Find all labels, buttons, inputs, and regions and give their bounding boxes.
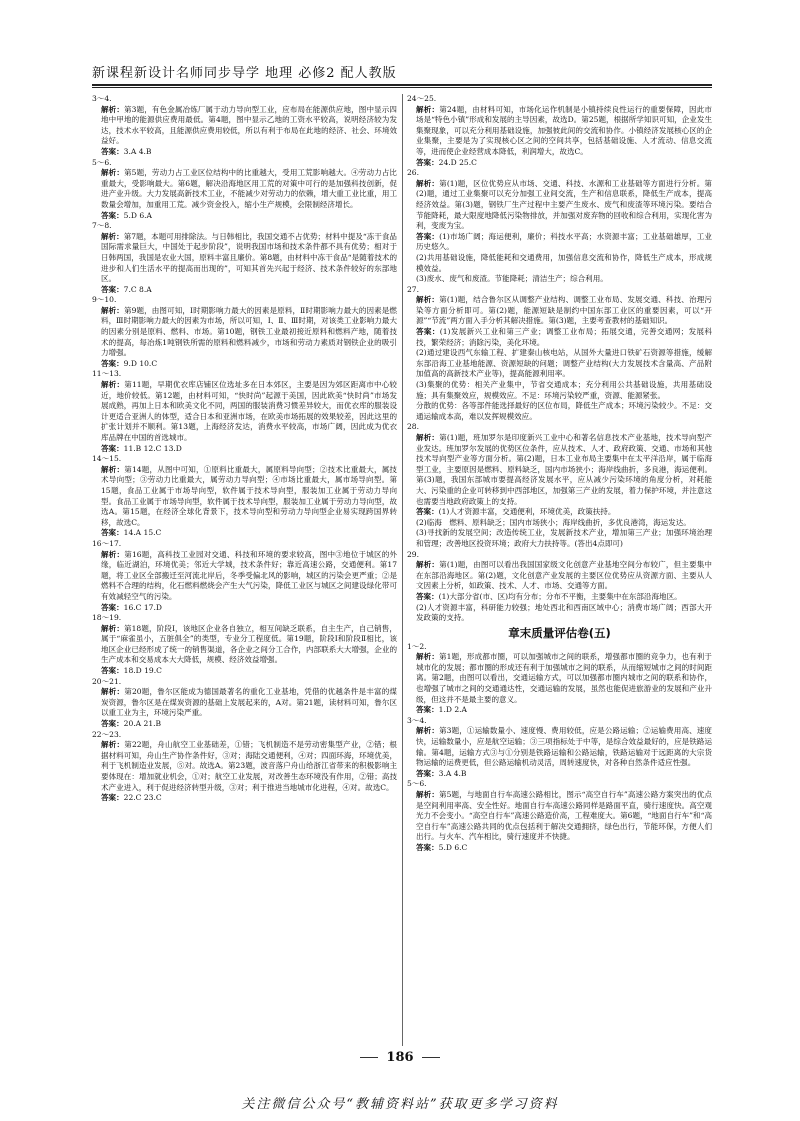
label-colon: ： bbox=[431, 295, 440, 305]
answer-item bbox=[407, 285, 712, 423]
question-number: 3～4. bbox=[92, 94, 112, 103]
paragraph-text: 第(1)题，结合鲁尔区从调整产业结构、调整工业布局、发展交通、科技、治理污染等方面分析即可。第(2)题，能源短缺是制约中国东部工业区的重要因素，可以“开源”“节流”两方面入手分析其解决措施。第(3)题，主要考查教材的基础知识。 bbox=[416, 295, 712, 326]
label-colon: ： bbox=[431, 178, 440, 188]
label-colon: ： bbox=[116, 146, 124, 156]
paragraph-label: 解析 bbox=[101, 687, 117, 697]
paragraph-text: 第20题，鲁尔区能成为德国最著名的重化工业基地，凭借的优越条件是丰富的煤炭资源，鲁尔区是在煤炭资源的基础上发展起来的，A对。第21题，读材料可知，鲁尔区以重工业为主，环境污染严重。 bbox=[101, 687, 397, 718]
answer-paragraph bbox=[92, 359, 397, 370]
label-colon: ： bbox=[431, 157, 439, 167]
paragraph-text: 第14题，从图中可知，①原料比重最大，属原料导向型；②技术比重最大，属技术导向型；③劳动力比重最大，属劳动力导向型；④市场比重最大，属市场导向型。第15题，食品工业属于市场导向型，软件属于技术导向型，服装加工业属于劳动力导向型。食品工业属于市场导向型，软件属于技术导向型，服装加工业属于劳动力导向型，故选A。第15题，在经济全球化背景下，技术导向型和劳动力导向型企业易实现跨国界转移，故选C。 bbox=[101, 464, 397, 527]
paragraph-label: 答案 bbox=[416, 231, 432, 241]
paragraph-text: 第5题，劳动力占工业区位结构中的比重越大，受用工荒影响越大。④劳动力占比重最大，受影响最大。第6题，解决沿海地区用工荒的对策中可行的是加强科技创新，促进产业升级。大力发展高新技术工业，不能减少对劳动力的依赖，增大重工业比重，用工数量会增加，加重用工荒。减少资金投入，缩小生产规模，会限制经济增长。 bbox=[101, 168, 397, 209]
label-colon: ： bbox=[431, 231, 440, 241]
answer-paragraph bbox=[92, 211, 397, 222]
label-colon: ： bbox=[431, 842, 439, 852]
question-number: 22～23. bbox=[92, 729, 122, 739]
label-colon: ： bbox=[116, 623, 124, 633]
paragraph-label: 解析 bbox=[101, 305, 117, 315]
answer-item bbox=[407, 716, 712, 780]
question-number: 5～6. bbox=[407, 779, 427, 789]
label-colon: ： bbox=[116, 464, 125, 474]
label-colon: ： bbox=[431, 768, 439, 778]
answer-paragraph bbox=[407, 380, 712, 401]
answer-paragraph bbox=[407, 769, 712, 780]
right-column bbox=[407, 94, 712, 1042]
question-number: 18～19. bbox=[92, 613, 122, 623]
section-title: 章末质量评估卷(五) bbox=[508, 625, 611, 640]
paragraph-text: 第3题，①运输数量小、速度慢、费用较低，应是公路运输；②运输费用高、速度快，运输数量小，应是航空运输；③三项指标处于中等，是综合效益最好的，应是铁路运输。第4题，运输方式③与①分别是铁路运输和公路运输，铁路运输对于远距离的大宗货物运输的运费更低，但公路运输机动灵活，周转速度快，对各种自然条件适应性强。 bbox=[416, 726, 712, 768]
paragraph-text: 3.A 4.B bbox=[438, 768, 467, 778]
paragraph-text: 11.B 12.C 13.D bbox=[123, 443, 182, 453]
answer-paragraph bbox=[92, 465, 397, 529]
paragraph-label: 答案 bbox=[101, 528, 117, 538]
paragraph-text: 18.D 19.C bbox=[123, 666, 162, 676]
answer-paragraph bbox=[92, 444, 397, 455]
question-number: 27. bbox=[407, 284, 420, 294]
paragraph-label: 答案 bbox=[416, 157, 432, 167]
paragraph-text: 14.A 15.C bbox=[123, 528, 162, 538]
question-number: 7～8. bbox=[92, 221, 112, 231]
paragraph-label: 解析 bbox=[101, 168, 117, 178]
answer-paragraph bbox=[92, 147, 397, 158]
paragraph-text: (1)大部分省(市、区)均有分布；分布不平衡，主要集中在东部沿海地区。 bbox=[438, 591, 682, 601]
answer-paragraph bbox=[92, 105, 397, 147]
page-header bbox=[92, 62, 712, 81]
paragraph-text: 第24题，由材料可知，市场化运作机制是小镇持续良性运行的重要保障，因此市场是“特色小镇”形成和发展的主导因素，故选D。第25题，根据所学知识可知，企业发生集聚现象，可以充分利用基础设施，加强彼此间的交流和协作。小镇经济发展核心区的企业集聚，主要是为了实现核心区之间的空间共享，包括基础设施、人才流动、信息交流等，进而使企业经营成本降低，利润增大，故选C。 bbox=[416, 104, 712, 156]
paragraph-label: 解析 bbox=[416, 726, 432, 736]
label-colon: ： bbox=[431, 104, 440, 114]
paragraph-text: 3.A 4.B bbox=[123, 146, 152, 156]
label-colon: ： bbox=[431, 652, 439, 662]
question-number: 20～21. bbox=[92, 676, 122, 686]
paragraph-text: 第16题，高科技工业园对交通、科技和环境的要求较高，图中③地位于城区的外缘，临近湖泊，环境优美；邻近大学城，技术条件好；靠近高速公路，交通便利。第17题，将工业区全部搬迁至河流北岸后，冬季受偏北风的影响，城区的污染会更严重；②是燃料不合理的结构，化石燃料燃烧会产生大气污染，降低工业区与城区之间建设绿化带可有效减轻空气的污染。 bbox=[101, 549, 397, 601]
paragraph-label: 解析 bbox=[101, 104, 117, 114]
answer-item bbox=[92, 613, 397, 677]
answer-paragraph bbox=[407, 327, 712, 348]
answer-paragraph bbox=[407, 592, 712, 603]
column-divider bbox=[402, 94, 403, 1046]
paragraph-text: 第(1)题，由图可以看出我国国家级文化创意产业基地空间分布较广，但主要集中在东部沿海地区。第(2)题，文化创意产业发展的主要区位优势应从资源方面、主要从人文因素上分析，如政策、技术、人才、市场、交通等方面。 bbox=[416, 560, 712, 591]
answer-item bbox=[407, 550, 712, 624]
paragraph-text: (3)废水、废气和废渣。节能降耗；清洁生产；综合利用。 bbox=[416, 274, 608, 284]
label-colon: ： bbox=[116, 528, 124, 538]
answer-paragraph bbox=[407, 105, 712, 158]
question-number: 1～2. bbox=[407, 641, 427, 651]
answer-paragraph bbox=[92, 624, 397, 666]
answer-paragraph bbox=[407, 179, 712, 232]
paragraph-text: 5.D 6.C bbox=[438, 842, 468, 852]
paragraph-text: 第18题，阶段Ⅰ，该地区企业各自独立，相互间缺乏联系，自主生产，自己销售，属于“麻雀虽小，五脏俱全”的类型，专业分工程度低。第19题，阶段Ⅰ和阶段Ⅱ相比，该地区企业已经形成了统一的销售渠道，各企业之间分工合作，内部联系大大增强，企业的生产成本和交易成本大大降低，规模、经济效益增强。 bbox=[101, 623, 397, 665]
paragraph-label: 解析 bbox=[101, 549, 117, 559]
label-colon: ： bbox=[116, 793, 124, 803]
answer-paragraph bbox=[92, 740, 397, 793]
answer-paragraph bbox=[407, 790, 712, 843]
paragraph-label: 答案 bbox=[101, 443, 117, 453]
paragraph-text: (2)临海 燃料、原料缺乏；国内市场狭小；海岸线曲折，多优良港湾，海运发达。 bbox=[416, 517, 691, 527]
label-colon: ： bbox=[116, 443, 124, 453]
question-number: 16～17. bbox=[92, 538, 122, 548]
paragraph-text: 20.A 21.B bbox=[123, 719, 162, 729]
label-colon: ： bbox=[116, 666, 124, 676]
label-colon: ： bbox=[116, 719, 124, 729]
answer-item bbox=[92, 295, 397, 369]
label-colon: ： bbox=[116, 740, 125, 750]
paragraph-text: 第1题，形成都市圈，可以加强城市之间的联系，增强都市圈的竞争力，也有利于城市化的发展；都市圈的形成还有利于加强城市之间的联系，从而缩短城市之间的时间距离。第2题，由图可以看出，交通运输方式，可以加强都市圈内城市之间的联系和协作，也增强了城市之间的交通通达性，交通运输的发展，虽然也能促进旅游业的发展和产业升级，但这并不是最主要的意义。 bbox=[416, 652, 712, 704]
answer-item bbox=[92, 221, 397, 295]
paragraph-text: 第7题，本题可用排除法。与日韩相比，我国交通不占优势；材料中提及“冻干食品国际需求量巨大，中国处于起步阶段”，说明我国市场和技术条件都不具有优势；相对于日韩两国，我国是农业大国，原料丰富且廉价。第8题，由材料中冻干食品“是随着技术的进步和人们生活水平的提高而出现的”，可知其首先兴起于经济、技术条件较好的东部地区。 bbox=[101, 231, 397, 284]
label-colon: ： bbox=[116, 231, 124, 241]
label-colon: ： bbox=[116, 305, 124, 315]
paragraph-label: 解析 bbox=[101, 380, 117, 390]
paragraph-text: 22.C 23.C bbox=[123, 793, 162, 803]
answer-paragraph bbox=[92, 528, 397, 539]
answer-paragraph bbox=[407, 433, 712, 507]
paragraph-text: (1)发展新兴工业和第三产业；调整工业布局；拓展交通，完善交通网；发展科技，繁荣经济；消除污染，美化环境。 bbox=[416, 327, 712, 347]
paragraph-text: 第(1)题，班加罗尔是印度新兴工业中心和著名信息技术产业基地，技术导向型产业发达。班加罗尔发展的优势区位条件，应从技术、人才、政府政策、交通、市场和其他技术导向型产业等方面分析。第(2)题，日本工业布局主要集中在太平洋沿岸，属于临海型工业，主要原因是燃料、原料缺乏，国内市场狭小；海岸线曲折，多良港，海运便利。第(3)题，我国东部城市要提高经济发展水平，应从减少污染环境的角度分析，对耗能大、污染重的企业可转移到中西部地区，加强第三产业的发展，着力保护环境，并注意这也需要当地政府政策上的支持。 bbox=[416, 433, 712, 506]
answer-paragraph bbox=[92, 666, 397, 677]
paragraph-text: 9.D 10.C bbox=[123, 358, 158, 368]
left-column bbox=[92, 94, 397, 1042]
answer-paragraph bbox=[92, 603, 397, 614]
paragraph-text: 第(1)题，区位优势应从市场、交通、科技、水源和工业基础等方面进行分析。第(2)题，通过工业集聚可以充分加强工业间交流，生产和信息联系，降低生产成本，提高经济效益。第(3)题，钢铁厂生产过程中主要产生废水、废气和废渣等环境污染。要结合节能降耗，最大限度地降低污染物排放，并加强对废弃物的回收和综合利用，实现化害为利，变废为宝。 bbox=[416, 178, 712, 231]
paragraph-text: 16.C 17.D bbox=[123, 602, 162, 612]
paragraph-label: 答案 bbox=[101, 793, 117, 803]
label-colon: ： bbox=[431, 790, 439, 799]
page-number-dash-right bbox=[422, 1057, 440, 1058]
answer-paragraph bbox=[407, 274, 712, 285]
paragraph-text: 第9题，由图可知，Ⅰ时期影响力最大的因素是原料，Ⅱ时期影响力最大的因素是燃料，Ⅲ时期影响力最大的因素为市场，所以可知，Ⅰ、Ⅱ、Ⅲ时期，对该类工业影响力最大的因素分别是原料、燃料、市场。第10题，钢铁工业最初接近原料和燃料产地，随着技术的提高，每冶炼1吨钢铁所需的原料和燃料减少，市场和劳动力素质对钢铁企业的吸引力增强。 bbox=[101, 305, 397, 358]
label-colon: ： bbox=[116, 168, 124, 178]
answer-paragraph bbox=[92, 793, 397, 804]
paragraph-text: 分散的优势：各等部件能选择最好的区位布局，降低生产成本；环境污染较少。不足：交通运输成本高，难以发挥规模效应。 bbox=[416, 401, 712, 421]
label-colon: ： bbox=[431, 705, 439, 715]
paragraph-label: 解析 bbox=[416, 560, 432, 570]
answer-paragraph bbox=[92, 719, 397, 730]
paragraph-text: 7.C 8.A bbox=[123, 284, 152, 294]
paragraph-text: (3)集聚的优势：相关产业集中，节省交通成本；充分利用公共基础设施，共用基础设施；具有集聚效应，规模效应。不足：环境污染较严重，资源、能源紧张。 bbox=[416, 380, 712, 400]
footer-note-text: 关注微信公众号“教辅资料站”获取更多学习资料 bbox=[241, 1097, 559, 1112]
answer-item bbox=[92, 94, 397, 158]
answer-paragraph bbox=[407, 726, 712, 768]
paragraph-label: 答案 bbox=[416, 842, 432, 852]
paragraph-label: 解析 bbox=[101, 740, 117, 750]
paragraph-label: 解析 bbox=[101, 623, 117, 633]
answer-paragraph bbox=[407, 518, 712, 529]
answer-item bbox=[407, 168, 712, 285]
question-number: 11～13. bbox=[92, 369, 122, 379]
paragraph-text: 第3题，有色金属冶炼厂属于动力导向型工业，应布局在能源供应地，图中显示四地中甲地的能源供应费用最低。第4题，图中显示乙地的工资水平较高，说明经济较为发达，技术水平较高，且能源供应费用较低，所以有利于布局在此地的经济、社会、环境效益好。 bbox=[101, 104, 397, 146]
answer-paragraph bbox=[92, 687, 397, 719]
paragraph-text: 1.D 2.A bbox=[438, 705, 467, 715]
label-colon: ： bbox=[116, 687, 125, 697]
question-number: 28. bbox=[407, 422, 420, 432]
header-title: 新课程新设计名师同步导学 地理 必修2 配人教版 bbox=[92, 66, 397, 81]
paragraph-label: 解析 bbox=[416, 790, 432, 799]
page-number-dash-left bbox=[360, 1057, 378, 1058]
answer-item bbox=[92, 539, 397, 613]
question-number: 5～6. bbox=[92, 157, 112, 167]
label-colon: ： bbox=[116, 104, 124, 114]
paragraph-label: 解析 bbox=[416, 178, 432, 188]
answer-item bbox=[407, 779, 712, 853]
paragraph-label: 答案 bbox=[101, 719, 117, 729]
paragraph-text: (2)通过建设西气东输工程、扩建秦山核电站，从国外大量进口铁矿石资源等措施，缓解东部沿海工业基地能源、资源短缺的问题；调整产业结构(大力发展技术含量高、产品附加值高的高新技术产业等)，提高能源利用率。 bbox=[416, 348, 712, 379]
answer-item bbox=[92, 454, 397, 539]
label-colon: ： bbox=[116, 284, 124, 294]
answer-paragraph bbox=[407, 232, 712, 253]
answer-paragraph bbox=[407, 528, 712, 549]
answer-paragraph bbox=[407, 348, 712, 380]
paragraph-text: (2)共用基础设施，降低能耗和交通费用，加强信息交流和协作，降低生产成本，形成规模效益。 bbox=[416, 252, 712, 273]
paragraph-label: 答案 bbox=[101, 666, 117, 676]
page-number-value: 186 bbox=[386, 1050, 414, 1065]
paragraph-label: 解析 bbox=[416, 433, 432, 442]
question-number: 24～25. bbox=[407, 94, 437, 103]
paragraph-label: 解析 bbox=[416, 104, 432, 114]
label-colon: ： bbox=[116, 549, 125, 559]
answer-paragraph bbox=[92, 380, 397, 444]
paragraph-label: 解析 bbox=[101, 231, 117, 241]
label-colon: ： bbox=[116, 380, 125, 390]
answer-item bbox=[92, 730, 397, 804]
answer-paragraph bbox=[92, 550, 397, 603]
label-colon: ： bbox=[431, 591, 439, 601]
answer-item bbox=[92, 677, 397, 730]
label-colon: ： bbox=[116, 602, 124, 612]
header-rule bbox=[92, 84, 712, 88]
answer-item bbox=[92, 369, 397, 454]
answer-paragraph bbox=[92, 168, 397, 210]
paragraph-text: 第11题，早期优衣库店铺区位选址多在日本郊区，主要是因为郊区距离市中心较近，地价较低。第12题，由材料可知，“快时尚”起源于美国，因此欧美“快时尚”市场发展成熟，再加上日本和欧美文化不同，两国的服装消费习惯差异较大，而优衣库的服装设计更适合亚洲人的体型，适合日本和亚洲市场，在欧美市场拓展的效果较差，因此这里的扩张计划并不顺利。第13题，上海经济发达，消费水平较高，市场广阔，因此成为优衣库品牌在中国的首选城市。 bbox=[101, 380, 397, 442]
paragraph-label: 答案 bbox=[101, 146, 117, 156]
paragraph-text: (1)市场广阔；海运便利，廉价；科技水平高；水资源丰富；工业基础雄厚，工业历史悠久。 bbox=[416, 231, 712, 252]
paragraph-label: 答案 bbox=[101, 284, 117, 294]
paragraph-label: 答案 bbox=[416, 768, 432, 778]
paragraph-text: 24.D 25.C bbox=[438, 157, 477, 167]
paragraph-text: 第22题，舟山航空工业基础差，①错；飞机制造不是劳动密集型产业，②错；根据材料可知，舟山生产协作条件好，③对；海陆交通便利，④对；四面环海，环境优美，利于飞机制造业发展，⑤对。故选A。第23题，波音落户舟山给浙江省带来的积极影响主要体现在：增加就业机会，①对；航空工业发展，对改善生态环境没有作用，②错；高技术产业进入，利于促进经济转型升级，③对；利于推进当地城市化进程，④对。故选C。 bbox=[101, 740, 397, 792]
question-number: 26. bbox=[407, 168, 420, 178]
label-colon: ： bbox=[431, 560, 440, 570]
answer-paragraph bbox=[92, 232, 397, 285]
paragraph-label: 解析 bbox=[416, 652, 432, 662]
answer-item bbox=[407, 422, 712, 549]
page-number bbox=[0, 1050, 800, 1065]
label-colon: ： bbox=[431, 327, 440, 337]
answer-paragraph bbox=[92, 306, 397, 359]
paragraph-text: (3)寻找新的发展空间；改造传统工业，发展新技术产业，增加第三产业；加强环境治理和管理；改善地区投资环境；政府大力扶持等。(答出4点即可) bbox=[416, 528, 712, 548]
paragraph-text: 5.D 6.A bbox=[123, 210, 152, 220]
question-number: 3～4. bbox=[407, 715, 427, 725]
answer-paragraph bbox=[407, 401, 712, 422]
paragraph-label: 答案 bbox=[101, 210, 117, 220]
answer-paragraph bbox=[92, 285, 397, 296]
paragraph-text: (1)人才资源丰富，交通便利，环境优美，政策扶持。 bbox=[438, 507, 616, 517]
label-colon: ： bbox=[116, 358, 124, 368]
question-number: 29. bbox=[407, 549, 420, 559]
answer-item bbox=[407, 94, 712, 168]
answer-item bbox=[92, 158, 397, 222]
answer-paragraph bbox=[407, 705, 712, 716]
footer-note bbox=[0, 1093, 800, 1112]
answer-paragraph bbox=[407, 507, 712, 518]
answer-paragraph bbox=[407, 158, 712, 169]
answer-item bbox=[407, 642, 712, 716]
answer-paragraph bbox=[407, 603, 712, 624]
paragraph-text: 第5题，与地面自行车高速公路相比，图示“高空自行车”高速公路方案突出的优点是空间利用率高、安全性好。地面自行车高速公路同样是路面平直，骑行速度快。高空观光力不会变小。“高空自行车”高速公路造价高，工程难度大。第6题，“地面自行车”和“高空自行车”高速公路共同的优点包括利于解决交通拥挤，绿色出行，节能环保，方便人们出行。与火车、汽车相比，骑行速度并不快捷。 bbox=[416, 790, 712, 842]
paragraph-label: 答案 bbox=[416, 591, 432, 601]
answer-paragraph bbox=[407, 843, 712, 854]
paragraph-label: 解析 bbox=[416, 295, 432, 305]
label-colon: ： bbox=[116, 210, 124, 220]
paragraph-label: 答案 bbox=[101, 602, 117, 612]
paragraph-label: 答案 bbox=[101, 358, 117, 368]
paragraph-text: (2)人才资源丰富，科研能力较强；地处西北和西南区域中心；消费市场广阔；西部大开发政策的支持。 bbox=[416, 602, 712, 623]
label-colon: ： bbox=[431, 726, 439, 736]
label-colon: ： bbox=[431, 433, 440, 442]
answer-paragraph bbox=[407, 253, 712, 274]
paragraph-label: 解析 bbox=[101, 464, 117, 474]
answer-paragraph bbox=[407, 652, 712, 705]
answer-paragraph bbox=[407, 560, 712, 592]
paragraph-label: 答案 bbox=[416, 507, 432, 517]
paragraph-label: 答案 bbox=[416, 705, 432, 715]
label-colon: ： bbox=[431, 507, 439, 517]
answer-paragraph bbox=[407, 295, 712, 327]
question-number: 14～15. bbox=[92, 454, 122, 464]
question-number: 9～10. bbox=[92, 295, 117, 305]
paragraph-label: 答案 bbox=[416, 327, 432, 337]
